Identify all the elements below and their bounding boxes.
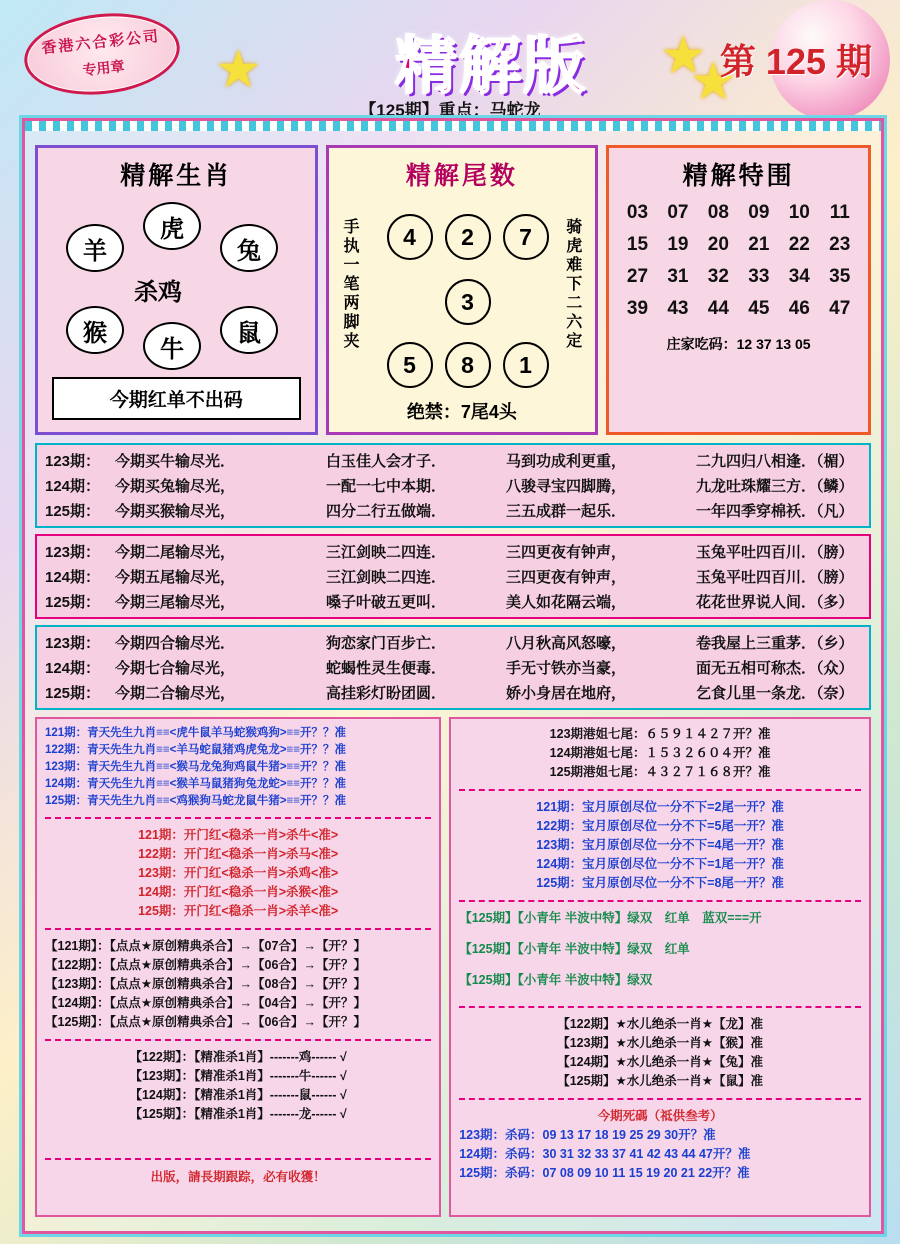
verse-part-d: 玉兔平吐四百川．（膀）	[696, 544, 854, 561]
nine-xiao-row: 122期：青天先生九肖≡≡<羊马蛇鼠猪鸡虎兔龙>≡≡开？？准	[45, 744, 346, 756]
jingzhun-row: 【123期】：【精准杀1肖】-------牛------ √	[129, 1069, 347, 1083]
special-num: 10	[788, 202, 810, 223]
dashed-divider	[459, 1006, 861, 1008]
verse-part-b: 高挂彩灯盼团圆．	[326, 685, 447, 702]
panel-zodiac	[35, 145, 318, 435]
verse-label: 124期：	[45, 660, 101, 677]
page-header	[0, 0, 900, 120]
zodiac-bubble-1: 羊	[66, 224, 124, 272]
special-num: 03	[626, 202, 649, 223]
verse-part-b: 一配一七中本期．	[326, 478, 447, 495]
tail-ban-text: 绝禁：7尾4头	[406, 402, 517, 422]
bottom-left-column	[35, 717, 441, 1217]
baoyue-row: 125期：宝月原创尽位一分不下=8尾一开？准	[536, 876, 784, 890]
diandian-row: 【121期】：【点点★原创精典杀合】→【07合】→【开？】	[45, 939, 366, 953]
zodiac-bubble-6: 鼠	[220, 306, 278, 354]
wave-divider-top	[25, 121, 881, 131]
verse-row	[37, 539, 869, 564]
verse-label: 125期：	[45, 685, 101, 702]
verse-part-c: 美人如花隔云端，	[506, 594, 627, 611]
jingzhun-row: 【122期】：【精准杀1肖】-------鸡------ √	[129, 1050, 347, 1064]
verse-part-d: 一年四季穿棉袄．（凡）	[696, 503, 854, 520]
dashed-divider	[459, 789, 861, 791]
zodiac-bubbles	[38, 196, 315, 371]
kaimen-row: 123期：开门红<稳杀一肖>杀鸡<准>	[138, 866, 339, 880]
focus-line: 【125期】重点：马蛇龙	[359, 101, 541, 120]
diandian-row: 【124期】：【点点★原创精典杀合】→【04合】→【开？】	[45, 996, 366, 1010]
tail-number-grid	[329, 194, 596, 394]
nine-xiao-row: 124期：青天先生九肖≡≡<猴羊马鼠猪狗兔龙蛇>≡≡开？？准	[45, 778, 346, 790]
verse-part-c: 马到功成利更重，	[506, 453, 627, 470]
verse-part-d: 花花世界说人间．（多）	[696, 594, 854, 611]
shuier-row: 【125期】★水儿绝杀一肖★【鼠】准	[557, 1074, 763, 1088]
verse-row	[37, 564, 869, 589]
shuier-row: 【122期】★水儿绝杀一肖★【龙】准	[557, 1017, 763, 1031]
verse-label: 125期：	[45, 503, 101, 520]
verse-part-d: 卷我屋上三重茅．（乡）	[696, 635, 854, 652]
zodiac-bubble-3: 兔	[220, 224, 278, 272]
zodiac-kill-text: 杀鸡	[134, 277, 182, 306]
kaimen-row: 125期：开门红<稳杀一肖>杀羊<准>	[138, 904, 339, 918]
nine-xiao-row: 121期：青天先生九肖≡≡<虎牛鼠羊马蛇猴鸡狗>≡≡开？？准	[45, 727, 346, 739]
simaa-title: 今期死碼（祗供叁考）	[597, 1109, 723, 1123]
star-icon-right: ★	[690, 53, 737, 111]
verse-section	[35, 443, 871, 716]
simaa-row: 123期：杀码：09 13 17 18 19 25 29 30开？准	[459, 1128, 716, 1142]
special-num: 20	[707, 234, 729, 255]
special-num: 22	[788, 234, 810, 255]
tail-number-3: 7	[503, 214, 549, 260]
tail-number-2: 2	[445, 214, 491, 260]
dashed-divider	[45, 1158, 431, 1160]
panel-tail	[326, 145, 599, 435]
verse-part-b: 四分二行五做端．	[326, 503, 447, 520]
verse-part-d: 乞食儿里一条龙．（奈）	[696, 685, 854, 702]
nine-xiao-row: 123期：青天先生九肖≡≡<猴马龙兔狗鸡鼠牛猪>≡≡开？？准	[45, 761, 346, 773]
verse-part-b: 三江剑映二四连．	[326, 544, 447, 561]
verse-part-a: 今期四合输尽光．	[115, 635, 236, 652]
verse-label: 123期：	[45, 635, 101, 652]
kaimen-row: 124期：开门红<稳杀一肖>杀猴<准>	[138, 885, 339, 899]
panel-special	[606, 145, 871, 435]
special-number-table	[617, 202, 860, 320]
special-num: 34	[788, 266, 810, 287]
special-num: 43	[667, 298, 689, 319]
special-num: 08	[707, 202, 729, 223]
zodiac-bubble-5: 牛	[143, 322, 201, 370]
verse-part-c: 三五成群一起乐．	[506, 503, 627, 520]
stamp-top-text: 香港六合彩公司	[40, 27, 161, 57]
zodiac-bubble-2: 虎	[143, 202, 201, 250]
xiaoqingnian-row: 【125期】【小青年 半波中特】绿双 红单 蓝双===开	[459, 911, 762, 925]
baoyue-row: 122期：宝月原创尽位一分不下=5尾一开？准	[536, 819, 784, 833]
dashed-divider	[45, 928, 431, 930]
verse-row	[37, 448, 869, 473]
star-icon-mid: ★	[660, 27, 707, 85]
verse-part-a: 今期七合输尽光，	[115, 660, 236, 677]
special-num: 31	[667, 266, 689, 287]
verse-part-a: 今期买猴输尽光，	[115, 503, 236, 520]
special-num: 32	[707, 266, 729, 287]
simaa-row: 124期：杀码：30 31 32 33 37 41 42 43 44 47开？准	[459, 1147, 751, 1161]
verse-part-b: 三江剑映二四连．	[326, 569, 447, 586]
verse-part-b: 蛇蝎性灵生便毒．	[326, 660, 447, 677]
special-eat-line	[609, 334, 868, 354]
diandian-row: 【122期】：【点点★原创精典杀合】→【06合】→【开？】	[45, 958, 366, 972]
verse-part-a: 今期买牛输尽光．	[115, 453, 236, 470]
verse-part-b: 白玉佳人会才子．	[326, 453, 447, 470]
ganggu-row: 123期港姐七尾：６５９１４２７开？准	[549, 727, 771, 741]
diandian-row: 【125期】：【点点★原创精典杀合】→【06合】→【开？】	[45, 1015, 366, 1029]
content-frame	[22, 118, 884, 1234]
special-num: 19	[667, 234, 689, 255]
nine-xiao-row: 125期：青天先生九肖≡≡<鸡猴狗马蛇龙鼠牛猪>≡≡开？？准	[45, 795, 346, 807]
verse-part-d: 玉兔平吐四百川．（膀）	[696, 569, 854, 586]
ganggu-row: 125期港姐七尾：４３２７１６８开？准	[549, 765, 771, 779]
star-icon-left: ★	[215, 41, 262, 99]
verse-part-c: 娇小身居在地府，	[506, 685, 627, 702]
ganggu-row: 124期港姐七尾：１５３２６０４开？准	[549, 746, 771, 760]
kaimen-row: 122期：开门红<稳杀一肖>杀马<准>	[138, 847, 339, 861]
tail-left-verse: 手执一笔两脚夹	[343, 219, 360, 350]
special-num: 21	[748, 234, 770, 255]
xiaoqingnian-row: 【125期】【小青年 半波中特】绿双	[459, 973, 653, 987]
verse-part-d: 面无五相可称杰．（众）	[696, 660, 854, 677]
verse-block-1	[35, 443, 871, 528]
special-num: 15	[626, 234, 649, 255]
eat-label: 庄家吃码：	[666, 336, 737, 352]
verse-row	[37, 655, 869, 680]
special-num: 11	[829, 202, 850, 223]
tail-number-5: 5	[387, 342, 433, 388]
dashed-divider	[45, 1039, 431, 1041]
verse-part-a: 今期买兔输尽光，	[115, 478, 236, 495]
kaimen-row: 121期：开门红<稳杀一肖>杀牛<准>	[138, 828, 339, 842]
verse-part-b: 嗓子叶破五更叫．	[326, 594, 447, 611]
zodiac-bubble-4: 猴	[66, 306, 124, 354]
verse-part-a: 今期五尾输尽光，	[115, 569, 236, 586]
tail-number-7: 1	[503, 342, 549, 388]
verse-label: 125期：	[45, 594, 101, 611]
special-num: 47	[829, 298, 851, 319]
verse-block-2	[35, 534, 871, 619]
baoyue-row: 123期：宝月原创尽位一分不下=4尾一开？准	[536, 838, 784, 852]
verse-part-a: 今期二尾输尽光，	[115, 544, 236, 561]
special-num: 46	[788, 298, 810, 319]
panel-tail-title: 精解尾数	[405, 161, 518, 190]
baoyue-row: 121期：宝月原创尽位一分不下=2尾一开？准	[536, 800, 784, 814]
verse-part-c: 三四更夜有钟声，	[506, 569, 627, 586]
special-num: 44	[707, 298, 729, 319]
verse-part-a: 今期二合输尽光，	[115, 685, 236, 702]
verse-block-3	[35, 625, 871, 710]
simaa-row: 125期：杀码：07 08 09 10 11 15 19 20 21 22开？准	[459, 1166, 750, 1180]
baoyue-row: 124期：宝月原创尽位一分不下=1尾一开？准	[536, 857, 784, 871]
dashed-divider	[459, 1098, 861, 1100]
zodiac-note: 今期红单不出码	[52, 377, 301, 420]
special-num: 07	[667, 202, 689, 223]
verse-row	[37, 630, 869, 655]
panel-special-title: 精解特围	[682, 161, 795, 190]
panel-zodiac-title: 精解生肖	[120, 161, 233, 190]
shuier-row: 【124期】★水儿绝杀一肖★【兔】准	[557, 1055, 763, 1069]
stamp-bottom-text: 专用章	[81, 57, 126, 78]
page-title: 精解版	[395, 29, 588, 102]
tail-number-4: 3	[445, 279, 491, 325]
verse-part-d: 二九四归八相逢．（楣）	[696, 453, 854, 470]
shuier-row: 【123期】★水儿绝杀一肖★【猴】准	[557, 1036, 763, 1050]
verse-label: 123期：	[45, 544, 101, 561]
diandian-row: 【123期】：【点点★原创精典杀合】→【08合】→【开？】	[45, 977, 366, 991]
verse-part-d: 九龙吐珠耀三方．（鳞）	[696, 478, 854, 495]
xiaoqingnian-row: 【125期】【小青年 半波中特】绿双 红单	[459, 942, 690, 956]
special-num: 35	[829, 266, 851, 287]
tail-number-6: 8	[445, 342, 491, 388]
special-num: 27	[626, 266, 649, 287]
official-stamp	[20, 6, 184, 102]
special-num: 09	[748, 202, 770, 223]
verse-part-c: 八骏寻宝四脚腾，	[506, 478, 627, 495]
left-footer-note: 出版，請長期跟踪，必有收獲！	[150, 1170, 326, 1184]
verse-part-a: 今期三尾输尽光，	[115, 594, 236, 611]
top-panels	[35, 145, 871, 435]
tail-number-1: 4	[387, 214, 433, 260]
jingzhun-row: 【124期】：【精准杀1肖】-------鼠------ √	[129, 1088, 347, 1102]
jingzhun-row: 【125期】：【精准杀1肖】-------龙------ √	[129, 1107, 347, 1121]
issue-number: 第 125 期	[719, 41, 872, 82]
dashed-divider	[45, 817, 431, 819]
eat-numbers: 12 37 13 05	[736, 336, 811, 352]
verse-part-c: 三四更夜有钟声，	[506, 544, 627, 561]
verse-row	[37, 498, 869, 523]
verse-part-b: 狗恋家门百步亡．	[326, 635, 447, 652]
bottom-right-column	[449, 717, 871, 1217]
verse-row	[37, 589, 869, 614]
special-num: 23	[829, 234, 851, 255]
special-num: 33	[748, 266, 770, 287]
verse-row	[37, 680, 869, 705]
tail-right-verse: 骑虎难下二六定	[566, 219, 583, 350]
special-num: 45	[748, 298, 770, 319]
verse-label: 123期：	[45, 453, 101, 470]
verse-part-c: 手无寸铁亦当豪，	[506, 660, 627, 677]
verse-label: 124期：	[45, 569, 101, 586]
verse-row	[37, 473, 869, 498]
verse-part-c: 八月秋高风怒嚎，	[506, 635, 627, 652]
verse-label: 124期：	[45, 478, 101, 495]
bottom-section	[35, 717, 871, 1217]
special-num: 39	[626, 298, 649, 319]
dashed-divider	[459, 900, 861, 902]
